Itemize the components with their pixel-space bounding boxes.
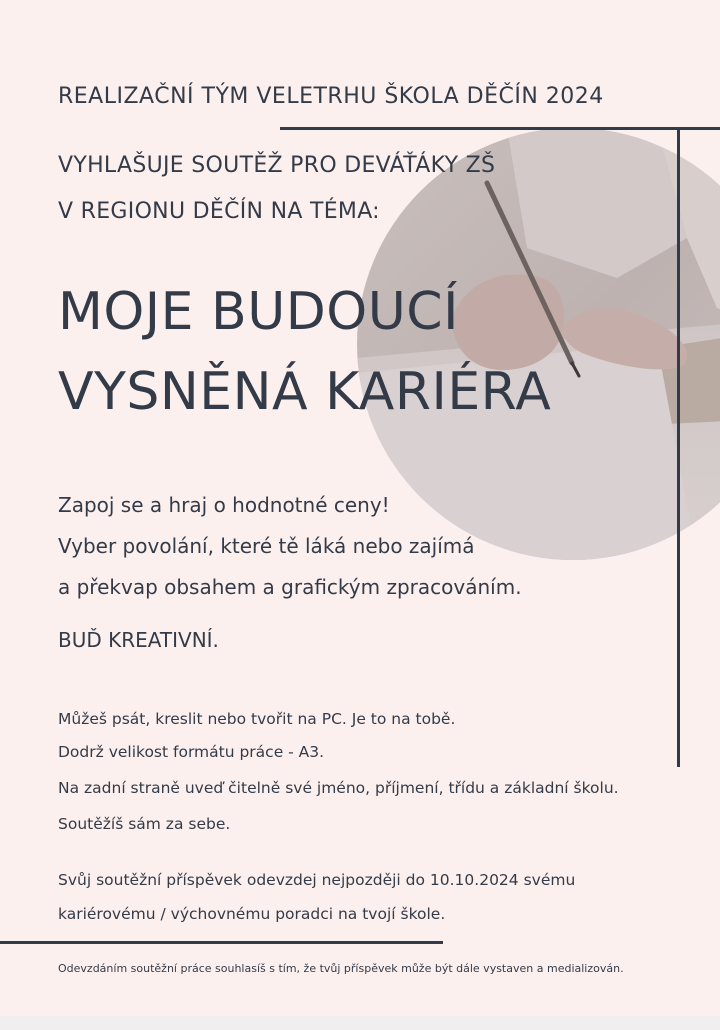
intro-line-2: Vyber povolání, které tě láká nebo zajímá (58, 534, 475, 558)
title-line-1: MOJE BUDOUCÍ (58, 282, 459, 342)
hand-drawing-with-pencil-photo (357, 128, 720, 560)
consent-footnote: Odevzdáním soutěžní práce souhlasíš s tím, že tvůj příspěvek může být dále vystaven a medializován. (58, 962, 624, 975)
submission-line-1: Svůj soutěžní příspěvek odevzdej nejpozději do 10.10.2024 svému (58, 871, 576, 889)
intro-line-1: Zapoj se a hraj o hodnotné ceny! (58, 493, 390, 517)
right-vertical-line (677, 127, 680, 767)
rule-line-2: Dodrž velikost formátu práce - A3. (58, 743, 325, 761)
title-line-2: VYSNĚNÁ KARIÉRA (58, 362, 552, 422)
bottom-divider-line (0, 941, 443, 944)
top-divider-line (280, 127, 720, 130)
rule-line-3: Na zadní straně uveď čitelně své jméno, příjmení, třídu a základní školu. (58, 779, 619, 797)
organizer-heading: REALIZAČNÍ TÝM VELETRHU ŠKOLA DĚČÍN 2024 (58, 84, 604, 109)
announcement-line-2: V REGIONU DĚČÍN NA TÉMA: (58, 199, 380, 224)
intro-line-3: a překvap obsahem a grafickým zpracováním. (58, 575, 522, 599)
announcement-line-1: VYHLAŠUJE SOUTĚŽ PRO DEVÁŤÁKY ZŠ (58, 153, 496, 178)
call-to-action: BUĎ KREATIVNÍ. (58, 628, 219, 652)
rule-line-1: Můžeš psát, kreslit nebo tvořit na PC. Je to na tobě. (58, 710, 456, 728)
rule-line-4: Soutěžíš sám za sebe. (58, 815, 231, 833)
hand-drawing-photo (357, 128, 720, 560)
submission-line-2: kariérovému / výchovnému poradci na tvojí škole. (58, 905, 446, 923)
